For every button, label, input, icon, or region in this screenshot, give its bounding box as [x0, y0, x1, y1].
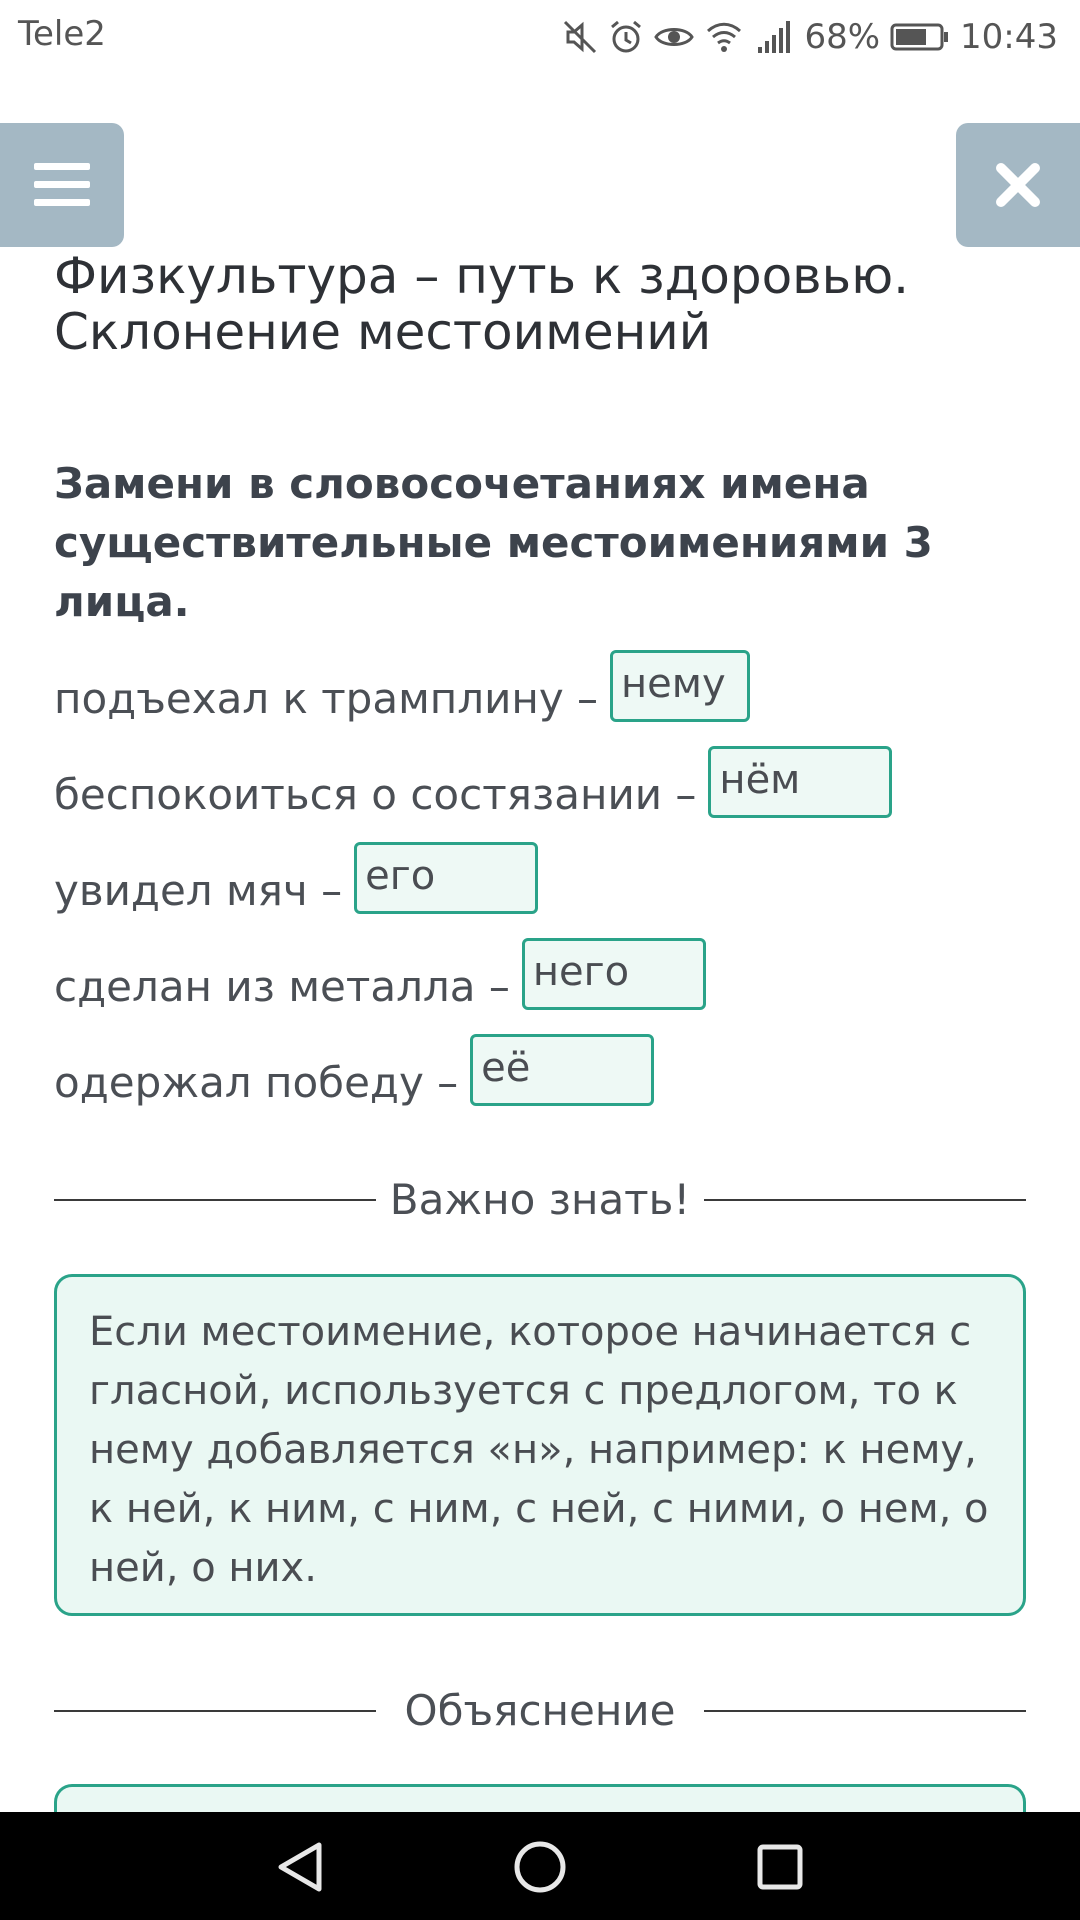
battery-percent: 68% [804, 17, 881, 57]
status-bar [0, 0, 1080, 76]
exercise-row [54, 842, 538, 916]
explanation-divider [54, 1681, 1026, 1741]
exercise-phrase: беспокоиться о состязании – [54, 770, 697, 819]
answer-field[interactable]: нему [610, 650, 750, 722]
status-icons [562, 12, 1058, 62]
battery-icon [890, 21, 950, 53]
important-note: Если местоимение, которое начинается с гласной, используется с предлогом, то к нему добавляется «н», например: к нему, к ней, к ним, с ним, с ней, с ними, о нем, о ней, о них. [54, 1274, 1026, 1616]
explanation-heading[interactable]: Объяснение [404, 1686, 676, 1735]
hamburger-icon [34, 161, 90, 209]
recents-icon [755, 1842, 805, 1892]
home-button[interactable] [500, 1832, 580, 1902]
close-icon [995, 162, 1041, 208]
back-button[interactable] [260, 1832, 340, 1902]
task-instruction: Замени в словосочетаниях имена существительные местоимениями 3 лица. [54, 459, 933, 626]
recents-button[interactable] [740, 1832, 820, 1902]
exercise-phrase: одержал победу – [54, 1058, 459, 1107]
answer-field[interactable]: его [354, 842, 538, 914]
answer-field[interactable]: него [522, 938, 706, 1010]
clock: 10:43 [960, 17, 1058, 57]
signal-icon [754, 19, 794, 55]
answer-field[interactable]: нём [708, 746, 892, 818]
home-icon [512, 1839, 568, 1895]
important-divider [54, 1170, 1026, 1230]
carrier-name: Tele2 [18, 14, 106, 54]
back-icon [275, 1839, 325, 1895]
alarm-icon [608, 19, 644, 55]
exercise-phrase: сделан из металла – [54, 962, 510, 1011]
important-heading: Важно знать! [389, 1175, 691, 1224]
mute-icon [562, 19, 598, 55]
exercise-phrase: увидел мяч – [54, 866, 343, 915]
answer-field[interactable]: её [470, 1034, 654, 1106]
exercise-row [54, 938, 706, 1012]
close-button[interactable] [956, 123, 1080, 247]
menu-button[interactable] [0, 123, 124, 247]
navigation-bar [0, 1812, 1080, 1920]
exercise-row [54, 1034, 654, 1108]
exercise-phrase: подъехал к трамплину – [54, 674, 599, 723]
page-title: Физкультура – путь к здоровью. Склонение местоимений [54, 247, 910, 361]
exercise-row [54, 650, 750, 724]
exercise-row [54, 746, 892, 820]
eye-icon [654, 19, 694, 55]
wifi-icon [704, 19, 744, 55]
